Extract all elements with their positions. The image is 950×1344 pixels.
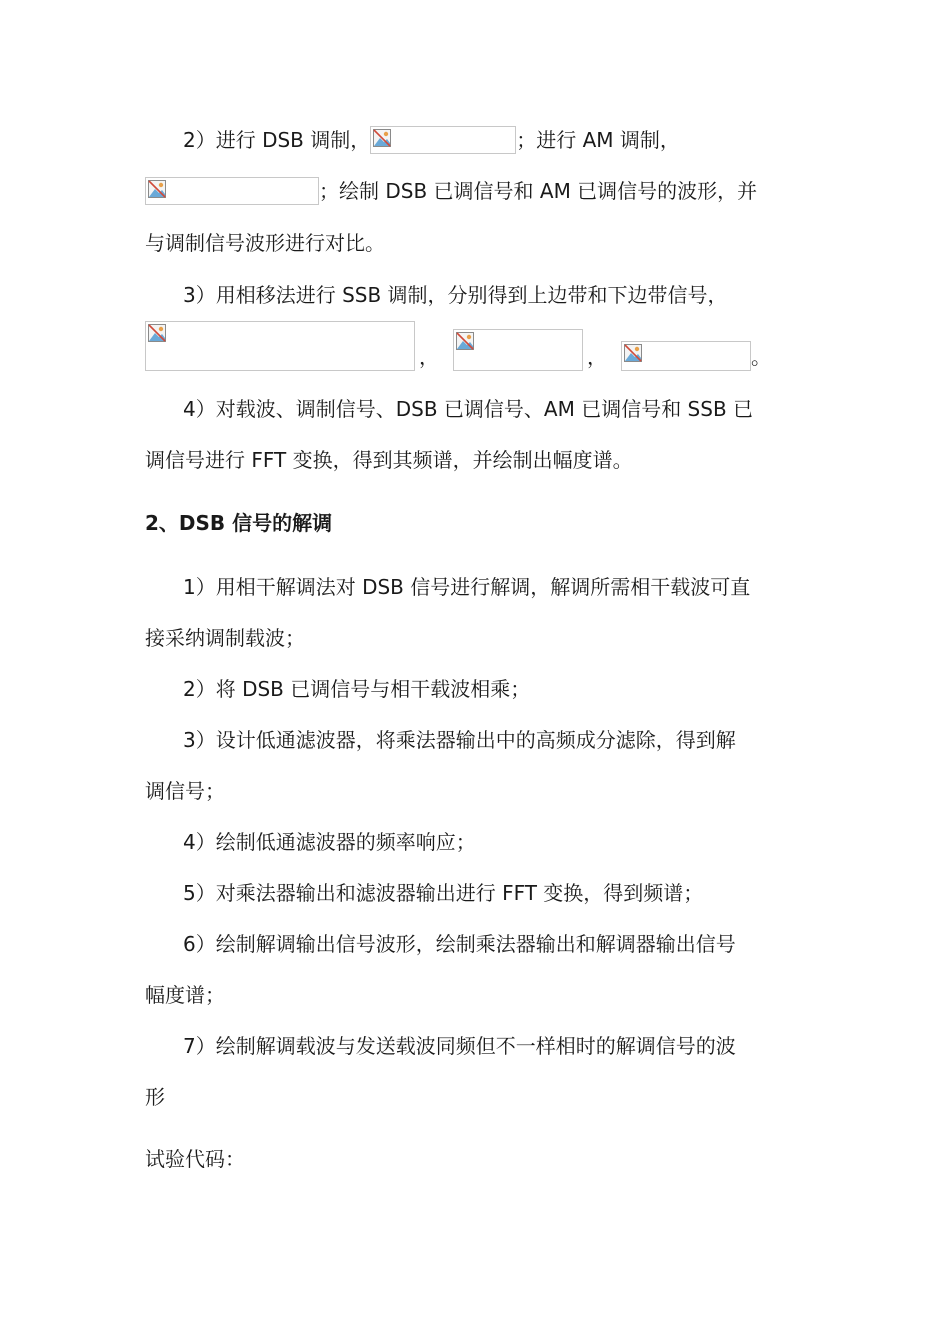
text-run: ；绘制 DSB 已调信号和 AM 已调信号的波形，并: [319, 179, 758, 203]
formula-image: [453, 329, 583, 371]
text-run: 3）用相移法进行 SSB 调制，分别得到上边带和下边带信号，: [183, 283, 728, 307]
paragraph-line: [145, 446, 633, 474]
text-run: 7）绘制解调载波与发送载波同频但不一样相时的解调信号的波: [183, 1034, 736, 1058]
paragraph-line: [145, 1083, 165, 1111]
text-run: 形: [145, 1085, 165, 1109]
code-label: [145, 1145, 245, 1173]
paragraph-line: [183, 281, 728, 309]
formula-image: [621, 341, 751, 371]
paragraph-line: [183, 395, 753, 423]
broken-image-icon: [456, 332, 474, 350]
text-run: 调信号进行 FFT 变换，得到其频谱，并绘制出幅度谱。: [145, 448, 633, 472]
text-run: 4）对载波、调制信号、DSB 已调信号、AM 已调信号和 SSB 已: [183, 397, 754, 421]
heading-text: 2、DSB 信号的解调: [145, 511, 333, 535]
text-run: ；进行 AM 调制，: [516, 128, 680, 152]
text-run: 2）将 DSB 已调信号与相干载波相乘；: [183, 677, 531, 701]
broken-image-icon: [148, 324, 166, 342]
text-run: 与调制信号波形进行对比。: [145, 231, 385, 255]
paragraph-line: [183, 573, 750, 601]
text-run: 4）绘制低通滤波器的频率响应；: [183, 830, 476, 854]
text-run: 调信号；: [145, 779, 225, 803]
text-run: 试验代码：: [145, 1147, 245, 1171]
paragraph-line: [145, 777, 225, 805]
broken-image-icon: [373, 129, 391, 147]
paragraph-line: [183, 930, 736, 958]
text-run: 6）绘制解调输出信号波形，绘制乘法器输出和解调器输出信号: [183, 932, 736, 956]
text-run: 接采纳调制载波；: [145, 626, 305, 650]
paragraph-line: [183, 1032, 736, 1060]
text-run: 3）设计低通滤波器，将乘法器输出中的高频成分滤除，得到解: [183, 728, 736, 752]
text-run: ，: [419, 345, 439, 369]
paragraph-line: [145, 229, 385, 257]
paragraph-line: [145, 981, 225, 1009]
formula-image: [370, 126, 516, 154]
paragraph-line: [183, 828, 476, 856]
broken-image-icon: [148, 180, 166, 198]
text-run: ，: [587, 345, 607, 369]
paragraph-line: [145, 177, 757, 205]
text-run: 5）对乘法器输出和滤波器输出进行 FFT 变换，得到频谱；: [183, 881, 704, 905]
formula-image: [145, 177, 319, 205]
paragraph-line: [183, 675, 530, 703]
text-run: 1）用相干解调法对 DSB 信号进行解调，解调所需相干载波可直: [183, 575, 751, 599]
text-run: 幅度谱；: [145, 983, 225, 1007]
section-heading: [145, 509, 332, 537]
paragraph-line: [145, 321, 771, 371]
paragraph-line: [145, 624, 305, 652]
formula-image: [145, 321, 415, 371]
broken-image-icon: [624, 344, 642, 362]
paragraph-line: [183, 879, 703, 907]
paragraph-line: [183, 726, 736, 754]
paragraph-line: [183, 126, 680, 154]
text-run: 2）进行 DSB 调制，: [183, 128, 371, 152]
text-run: 。: [751, 345, 771, 369]
